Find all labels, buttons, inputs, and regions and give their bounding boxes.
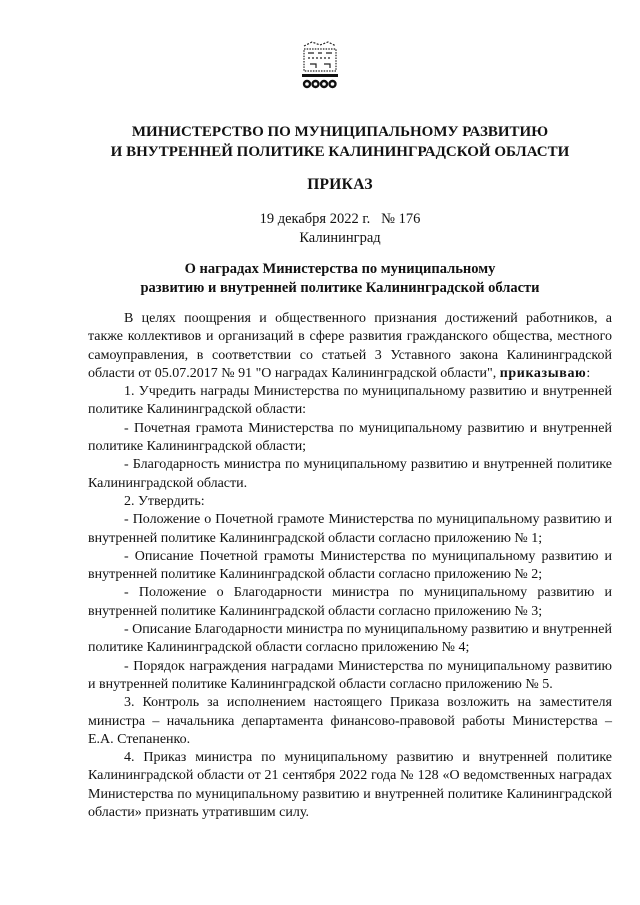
coat-of-arms-icon xyxy=(294,40,346,99)
order-word: приказываю xyxy=(499,365,587,381)
intro-text: В целях поощрения и общественного признания достижений работников, а также коллективов и организаций в сфере развития гражданского общества, местного самоуправления, в соответствии со статьей 3 Уставного закона Калининградской области от 05.07.2017 № 91 "О наградах Калининградской области", xyxy=(88,311,612,381)
paragraph-4: 4. Приказ министра по муниципальному развитию и внутренней политике Калининградской области от 21 сентября 2022 года № 128 «О ведомственных наградах Министерства по муниципальному развитию и внутренней политике Калининградской области» признать утратившим силу. xyxy=(88,750,612,821)
city: Калининград xyxy=(299,230,381,246)
ministry-name-line1: МИНИСТЕРСТВО ПО МУНИЦИПАЛЬНОМУ РАЗВИТИЮ xyxy=(131,124,549,140)
paragraph-2b: - Описание Почетной грамоты Министерства по муниципальному развитию и внутренней политике Калининградской области согласно приложению № 2; xyxy=(88,548,612,583)
document-type: ПРИКАЗ xyxy=(307,176,373,193)
date-block xyxy=(80,210,600,248)
paragraph-2e: - Порядок награждения наградами Министерства по муниципальному развитию и внутренней политике Калининградской области согласно приложению № 5. xyxy=(88,658,612,692)
subject-line1: О наградах Министерства по муниципальному xyxy=(184,261,496,277)
subject-line2: развитию и внутренней политике Калининградской области xyxy=(140,280,540,296)
ministry-name-line2: И ВНУТРЕННЕЙ ПОЛИТИКЕ КАЛИНИНГРАДСКОЙ ОБЛАСТИ xyxy=(110,144,570,160)
ministry-name xyxy=(80,122,600,162)
paragraph-2a: - Положение о Почетной грамоте Министерства по муниципальному развитию и внутренней политике Калининградской области согласно приложению № 1; xyxy=(88,512,612,546)
paragraph-2c: - Положение о Благодарности министра по муниципальному развитию и внутренней политике Калининградской области согласно приложению № 3; xyxy=(88,585,612,619)
paragraph-3: 3. Контроль за исполнением настоящего Приказа возложить на заместителя министра – начальника департамента финансово-правовой работы Министерства – Е.А. Степаненко. xyxy=(88,695,612,747)
paragraph-1b: - Благодарность министра по муниципальному развитию и внутренней политике Калининградской области. xyxy=(88,457,612,491)
paragraph-2d: - Описание Благодарности министра по муниципальному развитию и внутренней политике Калининградской области согласно приложению № 4; xyxy=(88,622,612,656)
document-subject xyxy=(80,260,600,298)
date-number: 19 декабря 2022 г. № 176 xyxy=(259,211,421,227)
paragraph-2: 2. Утвердить: xyxy=(124,493,205,509)
intro-paragraph xyxy=(88,310,612,383)
document-body xyxy=(88,310,612,822)
paragraph-1: 1. Учредить награды Министерства по муниципальному развитию и внутренней политике Калининградской области: xyxy=(88,384,612,418)
paragraph-1a: - Почетная грамота Министерства по муниципальному развитию и внутренней политике Калининградской области; xyxy=(88,420,612,455)
order-colon: : xyxy=(586,365,591,381)
